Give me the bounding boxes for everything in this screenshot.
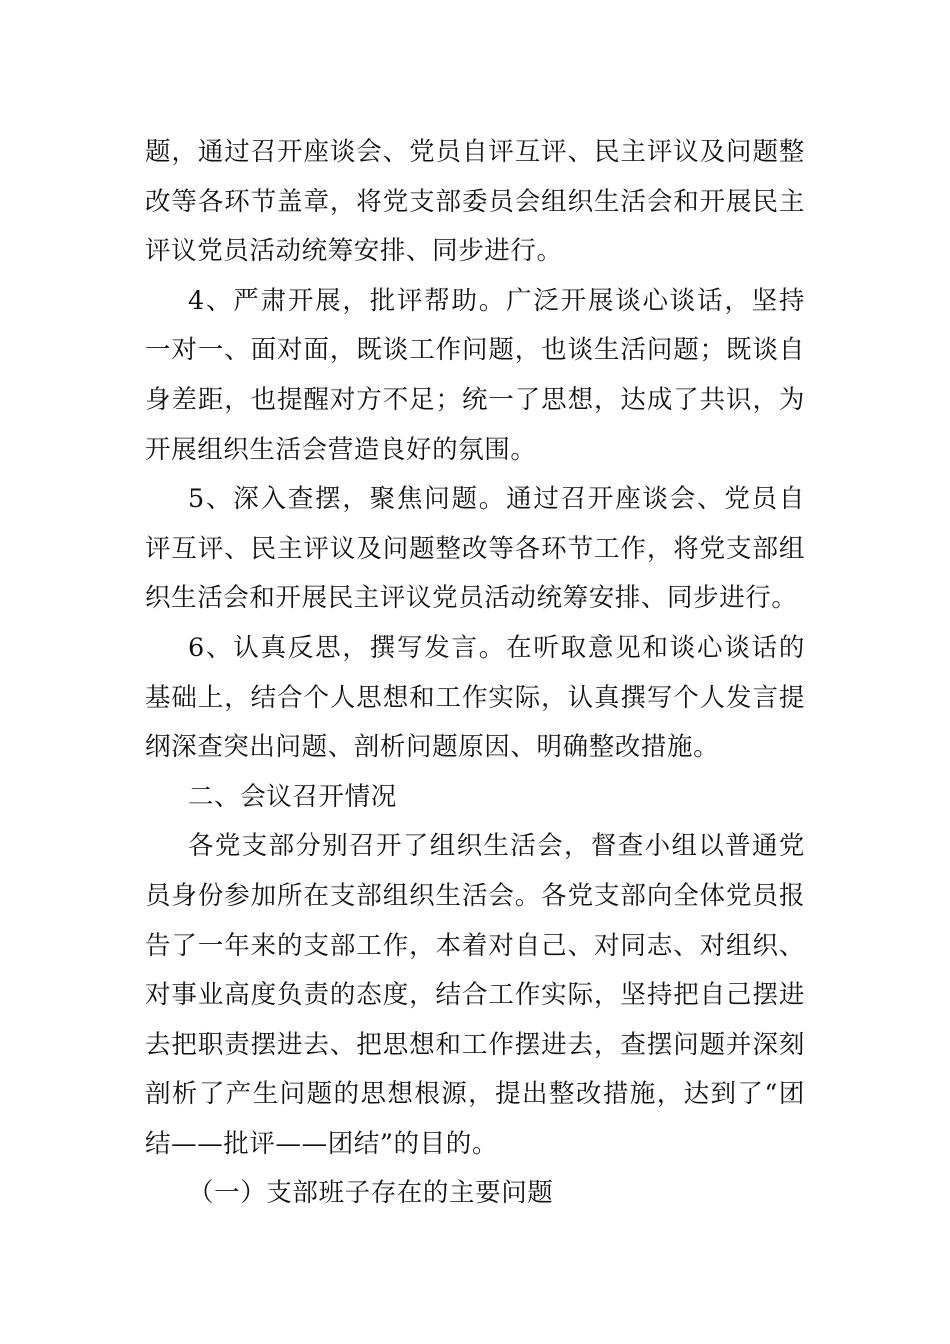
paragraph-item-4: 4、严肃开展，批评帮助。广泛开展谈心谈话，坚持一对一、面对面，既谈工作问题，也谈生活问题；既谈自身差距，也提醒对方不足；统一了思想，达成了共识，为开展组织生活会营造良好的氛围。 <box>145 285 805 465</box>
paragraph-continuation: 题，通过召开座谈会、党员自评互评、民主评议及问题整改等各环节盖章，将党支部委员会组织生活会和开展民主评议党员活动统筹安排、同步进行。 <box>145 137 805 267</box>
section-heading-meeting: 二、会议召开情况 <box>188 781 397 812</box>
subsection-heading-problems: （一）支部班子存在的主要问题 <box>188 1178 554 1209</box>
paragraph-item-6: 6、认真反思，撰写发言。在听取意见和谈心谈话的基础上，结合个人思想和工作实际，认真撰写个人发言提纲深查突出问题、剖析问题原因、明确整改措施。 <box>145 632 805 763</box>
paragraph-meeting-summary: 各党支部分别召开了组织生活会，督查小组以普通党员身份参加所在支部组织生活会。各党支部向全体党员报告了一年来的支部工作，本着对自己、对同志、对组织、对事业高度负责的态度，结合工作实际，坚持把自己摆进去把职责摆进去、把思想和工作摆进去，查摆问题并深刻剖析了产生问题的思想根源，提出整改措施，达到了“团结——批评——团结”的目的。 <box>145 831 805 1159</box>
document-body <box>145 128 805 1219</box>
paragraph-item-5: 5、深入查摆，聚焦问题。通过召开座谈会、党员自评互评、民主评议及问题整改等各环节工作，将党支部组织生活会和开展民主评议党员活动统筹安排、同步进行。 <box>145 484 805 614</box>
